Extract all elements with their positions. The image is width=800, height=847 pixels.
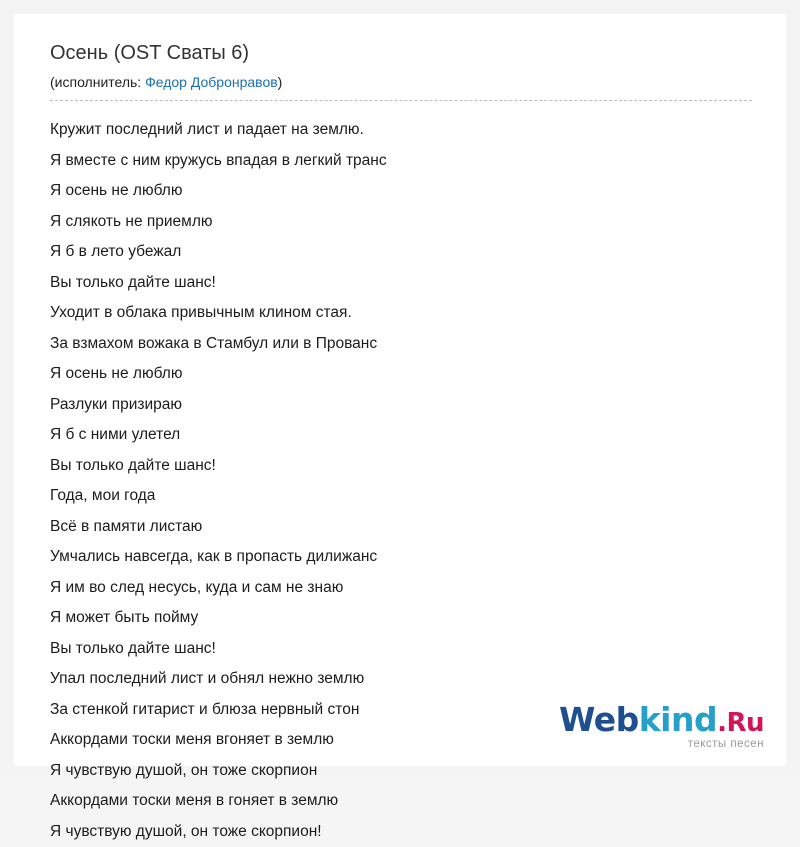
lyrics-line: Кружит последний лист и падает на землю.: [50, 115, 756, 146]
lyrics-card: [14, 14, 786, 766]
lyrics-line: Я им во след несусь, куда и сам не знаю: [50, 573, 756, 604]
lyrics-line: Года, мои года: [50, 481, 756, 512]
lyrics-line: Я б в лето убежал: [50, 237, 756, 268]
logo-kind-text: kind: [639, 700, 717, 739]
lyrics-line: Я осень не люблю: [50, 176, 756, 207]
lyrics-line: Я вместе с ним кружусь впадая в легкий транс: [50, 146, 756, 177]
lyrics-line: Аккордами тоски меня вгоняет в землю: [50, 725, 756, 756]
lyrics-line: За взмахом вожака в Стамбул или в Прованс: [50, 329, 756, 360]
logo-web-text: Web: [559, 700, 639, 739]
lyrics-line: Вы только дайте шанс!: [50, 268, 756, 299]
lyrics-line: За стенкой гитарист и блюза нервный стон: [50, 695, 756, 726]
lyrics-line: Вы только дайте шанс!: [50, 451, 756, 482]
logo-tld-text: .Ru: [717, 708, 764, 738]
lyrics-line: Разлуки призираю: [50, 390, 756, 421]
lyrics-line: Аккордами тоски меня в гоняет в землю: [50, 786, 756, 817]
performer-link[interactable]: Федор Добронравов: [145, 74, 278, 90]
page-title: Осень (OST Сваты 6): [50, 40, 756, 66]
site-logo[interactable]: [559, 703, 764, 751]
performer-suffix-label: ): [278, 74, 283, 90]
performer-prefix-label: (исполнитель:: [50, 74, 145, 90]
lyrics-line: Умчались навсегда, как в пропасть дилижанс: [50, 542, 756, 573]
lyrics-line: Я слякоть не приемлю: [50, 207, 756, 238]
lyrics-line: Вы только дайте шанс!: [50, 634, 756, 665]
logo-subtitle: тексты песен: [559, 739, 764, 751]
lyrics-line: Упал последний лист и обнял нежно землю: [50, 664, 756, 695]
lyrics-line: Я чувствую душой, он тоже скорпион!: [50, 817, 756, 847]
lyrics-line: Я чувствую душой, он тоже скорпион: [50, 756, 756, 787]
lyrics-line: Уходит в облака привычным клином стая.: [50, 298, 756, 329]
performer-line: [50, 74, 752, 101]
lyrics-line: Я осень не люблю: [50, 359, 756, 390]
lyrics-line: Я б с ними улетел: [50, 420, 756, 451]
lyrics-line: Я может быть пойму: [50, 603, 756, 634]
logo-wordmark: [559, 703, 764, 736]
lyrics-line: Всё в памяти листаю: [50, 512, 756, 543]
